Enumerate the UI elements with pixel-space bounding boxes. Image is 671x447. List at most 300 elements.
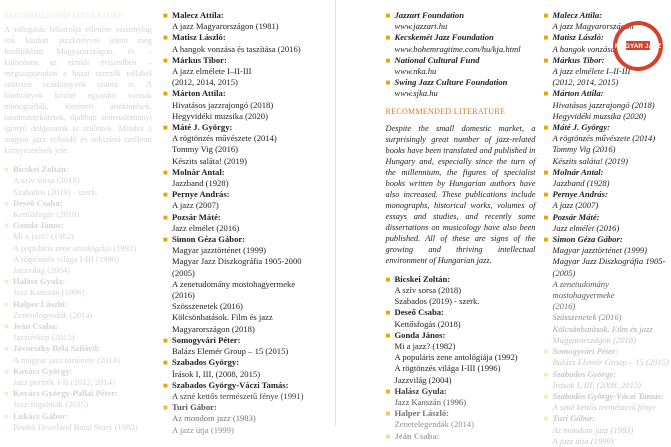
bullet-icon: ■: [543, 235, 549, 245]
spacer: [544, 380, 553, 391]
spacer: [163, 144, 172, 155]
list-item: [544, 167, 671, 178]
book-title: Hegyvidéki muzsika (2020): [552, 110, 647, 121]
book-title: Benkó Dixieland Band Story (1982): [13, 421, 138, 432]
list-item: [544, 256, 671, 267]
spacer: [544, 425, 553, 436]
logo-text: MAGYAR JAZZ: [614, 43, 662, 50]
list-item: [4, 366, 152, 377]
spacer: [163, 425, 172, 436]
foundation-url[interactable]: www.sjka.hu: [394, 88, 438, 99]
bullet-icon: ■: [385, 330, 391, 340]
spacer: [4, 355, 13, 366]
list-item: [544, 245, 671, 256]
bullet-icon: ■: [385, 274, 391, 284]
book-title: Jazz-fogalmak (2015): [13, 399, 89, 410]
list-item: [4, 231, 152, 242]
book-title: Szösszenetek (2016): [172, 301, 243, 312]
left-col1-list: [4, 164, 152, 433]
foundation-item: [386, 21, 536, 32]
bullet-icon: ■: [163, 358, 168, 368]
list-item: [4, 343, 152, 354]
author-name: Malecz Attila:: [172, 10, 224, 20]
author-name: Szabados György:: [172, 357, 240, 368]
author-name: Molnár Antal:: [172, 166, 225, 177]
author-name: Pernye András:: [172, 189, 230, 200]
book-title: Jazzvilág (2004): [13, 265, 71, 276]
book-title: Hegyvidéki muzsika (2020): [172, 110, 268, 121]
book-title: A jazz útja (1999): [172, 424, 234, 435]
list-item: [544, 279, 671, 301]
author-name: Szabados György:: [552, 368, 617, 379]
list-item: [163, 55, 333, 66]
bullet-icon: ■: [163, 55, 168, 65]
book-title: Balázs Elemér Group – 15 (2015): [552, 357, 669, 368]
foundation-item: [386, 77, 536, 88]
book-title: A hangok vonzása: [552, 43, 615, 54]
spacer: [386, 363, 395, 374]
book-title: (2016): [552, 301, 576, 312]
list-item: [4, 276, 152, 287]
book-title: Tommy Vig (2016): [552, 144, 616, 155]
bullet-icon: ■: [543, 391, 549, 401]
list-item: [544, 369, 671, 380]
book-title: A zenetudomány mostohagyermeke: [172, 278, 296, 289]
author-name: Turi Gábor:: [172, 402, 217, 413]
author-name: Somogyvári Péter:: [552, 346, 619, 357]
list-item: [163, 32, 333, 43]
spacer: [544, 312, 553, 323]
foundation-name: Kecskemét Jazz Foundation: [394, 32, 494, 43]
list-item: [544, 200, 671, 211]
foundation-item: [386, 55, 536, 66]
bullet-icon: ■: [385, 409, 391, 419]
book-title: Jazz elmélet (2016): [172, 222, 240, 233]
magyar-jazz-logo: [612, 20, 664, 72]
spacer: [163, 111, 172, 122]
spacer: [163, 245, 172, 256]
list-item: [544, 402, 671, 413]
spacer: [163, 77, 172, 88]
list-item: [544, 234, 671, 245]
author-name: Matisz László:: [172, 32, 226, 43]
foundation-name: Swing Jazz Culture Foundation: [394, 77, 508, 88]
book-title: A rögtönzés művészete (2014): [552, 133, 656, 144]
author-name: Malecz Attila:: [552, 10, 603, 20]
book-title: Jazz Kanszán (1996): [394, 397, 467, 408]
bullet-icon: ■: [4, 389, 9, 399]
spacer: [163, 66, 172, 77]
list-item: [163, 167, 333, 178]
list-item: [163, 357, 333, 368]
bullet-icon: ■: [4, 277, 9, 287]
list-item: [163, 256, 333, 267]
book-title: Magyar jazztörténet (1999): [172, 245, 267, 256]
list-item: [4, 422, 152, 433]
list-item: [163, 413, 333, 424]
spacer: [544, 256, 553, 267]
list-item: [4, 321, 152, 332]
foundation-url[interactable]: www.jazzart.hu: [394, 21, 448, 32]
bullet-icon: ■: [385, 78, 391, 88]
right-col2-list: [544, 10, 671, 447]
spacer: [386, 285, 395, 296]
book-title: Magyar jazztörténet (1999): [552, 245, 648, 256]
book-title: A szné kettős természetű fénye: [552, 402, 656, 413]
author-name: Márton Attila:: [172, 88, 226, 99]
list-item: [4, 287, 152, 298]
author-name: Bicskei Zoltán:: [394, 273, 451, 284]
book-title: A rögtönzés világa I-III (1996): [13, 253, 119, 264]
spacer: [163, 279, 172, 290]
book-title: A populáris zene antológiája (1992): [13, 242, 137, 253]
bullet-icon: ■: [543, 11, 549, 20]
list-item: [544, 144, 671, 155]
book-title: Magyar Jazz Diszkográfia 1905-2000: [172, 256, 302, 267]
author-name: Halász Gyula:: [13, 276, 66, 287]
spacer: [544, 144, 553, 155]
spacer: [386, 21, 395, 32]
list-item: [163, 290, 333, 301]
foundation-url[interactable]: www.nka.hu: [394, 66, 437, 77]
bullet-icon: ■: [163, 33, 168, 43]
spacer: [4, 231, 13, 242]
author-name: Pernye András:: [552, 189, 608, 200]
author-name: Kovács György:: [13, 365, 73, 376]
author-name: Jeán Csaba:: [13, 321, 59, 332]
bullet-icon: ■: [163, 89, 168, 99]
spacer: [163, 200, 172, 211]
bullet-icon: ■: [385, 308, 391, 318]
book-title: A jazz (2007): [552, 200, 599, 211]
list-item: [4, 377, 152, 388]
spacer: [163, 44, 172, 55]
author-name: Halper László:: [394, 408, 450, 419]
book-title: Szabados (2019) - szerk.: [394, 296, 480, 307]
author-name: Simon Géza Gábor:: [172, 234, 246, 245]
author-name: Molnár Antal:: [552, 166, 604, 177]
list-item: [163, 324, 333, 335]
spacer: [544, 77, 553, 88]
right-intro: Despite the small domestic market, a surprisingly great number of jazz-related books have been translated and published in Hungary and, especially since the turn of the millennium, the figures of specialist books written by Hungarian authors have also increased. These publications include monographs, historical works, volumes of essays and studies, and recently some dissertations on musicology have also been published. All of these are signs of the growing and thriving intellectual environment of Hungarian jazz.: [385, 123, 536, 265]
foundation-name: National Cultural Fund: [394, 54, 480, 65]
book-title: Mi a jazz? (1982): [13, 231, 74, 242]
bullet-icon: ■: [163, 403, 168, 413]
right-col1-list: [386, 274, 536, 442]
spacer: [4, 287, 13, 298]
list-item: [386, 285, 536, 296]
spacer: [544, 324, 553, 335]
list-item: [544, 178, 671, 189]
spacer: [4, 377, 13, 388]
book-title: A szné kettős természetű fénye (1991): [172, 390, 304, 401]
list-item: [544, 122, 671, 133]
spacer: [163, 100, 172, 111]
bullet-icon: ■: [4, 299, 9, 309]
author-name: Deseő Csaba:: [13, 197, 63, 208]
spacer: [386, 296, 395, 307]
book-title: A jazz útja (1999): [552, 435, 614, 446]
bullet-icon: ■: [4, 322, 9, 332]
spacer: [386, 419, 395, 430]
bullet-icon: ■: [4, 198, 9, 208]
bullet-icon: ■: [4, 366, 9, 376]
left-col2: [163, 10, 333, 436]
list-item: [386, 375, 536, 386]
spacer: [4, 187, 13, 198]
spacer: [4, 399, 13, 410]
bullet-icon: ■: [385, 33, 391, 43]
list-item: [163, 178, 333, 189]
spacer: [163, 346, 172, 357]
spacer: [4, 265, 13, 276]
bullet-icon: ■: [543, 190, 549, 200]
list-item: [163, 212, 333, 223]
list-item: [163, 200, 333, 211]
list-item: [4, 355, 152, 366]
list-item: [4, 209, 152, 220]
spacer: [163, 312, 172, 323]
spacer: [163, 256, 172, 267]
author-name: Lukács Gábor:: [13, 410, 69, 421]
bullet-icon: ■: [543, 212, 549, 222]
list-item: [4, 198, 152, 209]
list-item: [386, 397, 536, 408]
list-item: [386, 307, 536, 318]
book-title: Kölcsönhatások. Film és jazz: [552, 323, 653, 334]
author-name: Márton Attila:: [552, 88, 604, 99]
list-item: [544, 380, 671, 391]
list-item: [4, 399, 152, 410]
book-title: Magyar Jazz Diszkográfia 1905-: [552, 256, 666, 267]
list-item: [544, 100, 671, 111]
bullet-icon: ■: [4, 221, 9, 231]
list-item: [163, 402, 333, 413]
book-title: (2012, 2014, 2015): [552, 77, 619, 88]
spacer: [163, 21, 172, 32]
list-item: [4, 265, 152, 276]
author-name: Máté J. György:: [172, 122, 233, 133]
bullet-icon: ■: [543, 347, 549, 357]
book-title: Jazz elmélet (2016): [552, 222, 620, 233]
list-item: [163, 312, 333, 323]
list-item: [544, 312, 671, 323]
book-title: Írások I, III, (2008, 2015): [552, 379, 642, 390]
book-title: Az mondom jazz (1983): [172, 413, 256, 424]
list-item: [544, 111, 671, 122]
book-title: A zenetudomány mostohagyermeke: [552, 278, 615, 301]
bullet-icon: ■: [543, 369, 549, 379]
spacer: [163, 178, 172, 189]
list-item: [163, 189, 333, 200]
list-item: [4, 299, 152, 310]
book-title: A rögtönzés művészete (2014): [172, 133, 277, 144]
spacer: [544, 44, 553, 55]
foundation-item: [386, 44, 536, 55]
list-item: [163, 100, 333, 111]
spacer: [544, 100, 553, 111]
list-item: [4, 164, 152, 175]
spacer: [163, 223, 172, 234]
list-item: [4, 411, 152, 422]
foundation-item: [386, 32, 536, 43]
book-title: Készits saláta! (2019): [172, 155, 247, 166]
spacer: [163, 156, 172, 167]
book-title: Jazzband (1928): [172, 178, 229, 189]
list-item: [4, 310, 152, 321]
spacer: [163, 301, 172, 312]
spacer: [386, 352, 395, 363]
list-item: [386, 408, 536, 419]
spacer: [386, 88, 395, 99]
list-item: [544, 425, 671, 436]
book-title: Szösszenetek (2016): [552, 312, 622, 323]
book-title: A szív sorsa (2018): [394, 285, 462, 296]
book-title: A populáris zene antológiája (1992): [394, 352, 518, 363]
list-item: [544, 335, 671, 346]
spacer: [4, 175, 13, 186]
list-item: [544, 413, 671, 424]
spacer: [544, 133, 553, 144]
spacer: [4, 209, 13, 220]
author-name: Pozsár Máté:: [172, 211, 221, 222]
book-title: A jazz (2007): [172, 200, 219, 211]
spacer: [163, 369, 172, 380]
list-item: [163, 66, 333, 77]
author-name: Máté J. György:: [552, 122, 611, 133]
left-col2-list: [163, 10, 333, 436]
bullet-icon: ■: [4, 411, 9, 421]
spacer: [544, 301, 553, 312]
author-name: Deseő Csaba:: [394, 307, 444, 318]
list-item: [544, 301, 671, 312]
right-heading: RECOMMENDED LITERATURE: [385, 106, 506, 116]
left-col1: [4, 10, 152, 433]
book-title: A jazz Magyarországon: [552, 21, 634, 32]
book-title: Kölcsönhatások. Film és jazz: [172, 312, 273, 323]
list-item: [163, 21, 333, 32]
spacer: [386, 66, 395, 77]
list-item: [163, 346, 333, 357]
spacer: [4, 254, 13, 265]
book-title: Tommy Vig (2016): [172, 144, 239, 155]
list-item: [4, 332, 152, 343]
bullet-icon: ■: [4, 165, 9, 175]
spacer: [386, 375, 395, 386]
spacer: [163, 391, 172, 402]
list-item: [544, 391, 671, 402]
author-name: Gonda János:: [394, 329, 446, 340]
author-name: Bicskei Zoltán:: [13, 164, 69, 175]
list-item: [163, 245, 333, 256]
book-title: Zenetelegendák (2014): [13, 309, 93, 320]
spacer: [544, 111, 553, 122]
list-item: [163, 111, 333, 122]
book-title: Szabados (2019) - szerk.: [13, 186, 98, 197]
list-item: [544, 223, 671, 234]
book-title: Kettősfogás (2018): [13, 209, 80, 220]
list-item: [163, 380, 333, 391]
author-name: Márkus Tibor:: [172, 54, 227, 65]
bullet-icon: ■: [163, 190, 168, 200]
list-item: [163, 369, 333, 380]
bullet-icon: ■: [385, 55, 391, 65]
book-title: Kettősfogás (2018): [394, 318, 461, 329]
spacer: [544, 279, 553, 301]
list-item: [163, 156, 333, 167]
bullet-icon: ■: [163, 11, 168, 20]
list-item: [163, 133, 333, 144]
book-title: Magyarországon (2018): [172, 323, 255, 334]
list-item: [544, 156, 671, 167]
list-item: [386, 419, 536, 430]
right-col1: [386, 10, 536, 442]
list-item: [386, 352, 536, 363]
bullet-icon: ■: [163, 335, 168, 345]
author-name: Matisz László:: [552, 32, 604, 43]
list-item: [4, 187, 152, 198]
list-item: [544, 189, 671, 200]
author-name: Halper László:: [13, 298, 68, 309]
book-title: (2005): [172, 267, 195, 278]
author-name: Halász Gyula:: [394, 385, 447, 396]
spacer: [544, 436, 553, 447]
list-item: [386, 319, 536, 330]
spacer: [163, 133, 172, 144]
author-name: Turi Gábor:: [552, 413, 596, 424]
right-col2: [544, 10, 671, 447]
list-item: [544, 88, 671, 99]
spacer: [163, 413, 172, 424]
foundation-item: [386, 88, 536, 99]
list-item: [544, 324, 671, 335]
author-name: Kovács György-Pallai Péter:: [13, 388, 119, 399]
list-item: [386, 330, 536, 341]
foundation-url[interactable]: www.bohemragtime.com/hu/kja.html: [394, 43, 521, 54]
list-item: [4, 254, 152, 265]
spacer: [544, 200, 553, 211]
book-title: Hivatásos jazzrajongó (2018): [172, 99, 274, 110]
book-title: (2005): [552, 267, 576, 278]
bullet-icon: ■: [543, 89, 549, 99]
bullet-icon: ■: [163, 167, 168, 177]
list-item: [386, 431, 536, 442]
foundation-item: [386, 10, 536, 21]
author-name: Jávorszky Béla Szilárd:: [13, 343, 100, 354]
spacer: [386, 397, 395, 408]
book-title: Jazzband (1928): [552, 178, 610, 189]
spacer: [544, 357, 553, 368]
spacer: [163, 290, 172, 301]
foundation-name: Jazzart Foundation: [394, 10, 464, 20]
author-name: Márkus Tibor:: [552, 54, 605, 65]
spacer: [544, 66, 553, 77]
book-title: (2012, 2014, 2015): [172, 77, 238, 88]
bullet-icon: ■: [543, 33, 549, 43]
bullet-icon: ■: [543, 55, 549, 65]
author-name: Szabados György-Váczi Tamás:: [172, 379, 289, 390]
bullet-icon: ■: [4, 344, 9, 354]
list-item: [163, 122, 333, 133]
list-item: [544, 346, 671, 357]
bullet-icon: ■: [163, 212, 168, 222]
spacer: [544, 402, 553, 413]
spacer: [544, 245, 553, 256]
list-item: [163, 425, 333, 436]
list-item: [386, 386, 536, 397]
list-item: [163, 234, 333, 245]
foundations-list: [386, 10, 536, 100]
